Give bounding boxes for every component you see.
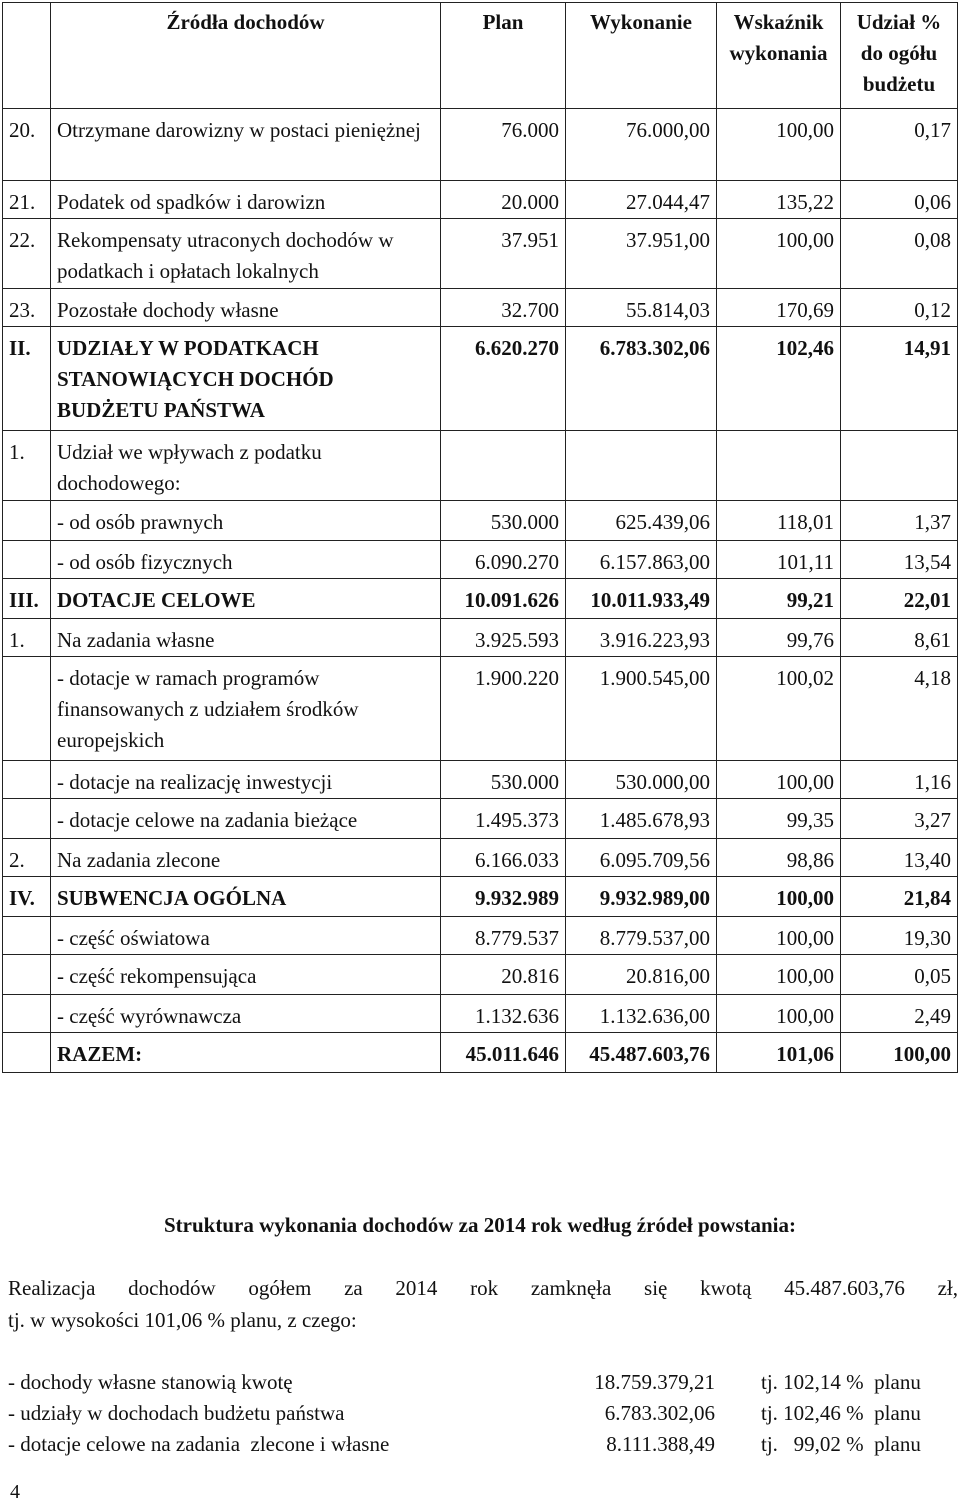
summary-row (8, 1429, 958, 1460)
row-source-name: SUBWENCJA OGÓLNA (51, 877, 441, 917)
row-number: II. (3, 327, 51, 431)
row-share: 0,08 (841, 219, 958, 289)
summary-paragraph (8, 1272, 958, 1336)
row-number (3, 761, 51, 799)
table-row (3, 955, 958, 995)
row-ratio: 118,01 (717, 501, 841, 541)
row-share: 1,16 (841, 761, 958, 799)
row-number: III. (3, 579, 51, 619)
row-execution (566, 431, 717, 501)
row-execution: 1.132.636,00 (566, 995, 717, 1033)
summary-row (8, 1367, 958, 1398)
row-plan: 20.816 (441, 955, 566, 995)
row-source-name: Pozostałe dochody własne (51, 289, 441, 327)
summary-label: - dochody własne stanowią kwotę (8, 1370, 293, 1394)
row-plan: 76.000 (441, 109, 566, 181)
row-share (841, 431, 958, 501)
income-table (2, 2, 958, 1073)
table-row (3, 799, 958, 839)
table-row (3, 289, 958, 327)
row-ratio: 99,35 (717, 799, 841, 839)
row-execution: 625.439,06 (566, 501, 717, 541)
table-row (3, 877, 958, 917)
table-row (3, 995, 958, 1033)
row-plan: 3.925.593 (441, 619, 566, 657)
row-execution: 20.816,00 (566, 955, 717, 995)
summary-percent: tj. 99,02 % planu (761, 1432, 921, 1456)
table-row (3, 109, 958, 181)
row-execution: 1.485.678,93 (566, 799, 717, 839)
row-source-name: - część wyrównawcza (51, 995, 441, 1033)
row-plan: 530.000 (441, 761, 566, 799)
row-plan: 1.132.636 (441, 995, 566, 1033)
row-plan: 32.700 (441, 289, 566, 327)
row-source-name: - dotacje na realizację inwestycji (51, 761, 441, 799)
row-ratio: 99,76 (717, 619, 841, 657)
row-share: 2,49 (841, 995, 958, 1033)
row-source-name: - część rekompensująca (51, 955, 441, 995)
table-row (3, 181, 958, 219)
row-source-name: Otrzymane darowizny w postaci pieniężnej (51, 109, 441, 181)
header-execution: Wykonanie (566, 3, 717, 109)
row-ratio: 100,00 (717, 877, 841, 917)
row-plan: 6.620.270 (441, 327, 566, 431)
row-source-name: UDZIAŁY W PODATKACH STANOWIĄCYCH DOCHÓD BUDŻETU PAŃSTWA (51, 327, 441, 431)
header-nr (3, 3, 51, 109)
row-ratio: 100,00 (717, 761, 841, 799)
row-share: 0,05 (841, 955, 958, 995)
row-ratio: 135,22 (717, 181, 841, 219)
row-execution: 27.044,47 (566, 181, 717, 219)
header-ratio: Wskaźnik wykonania (717, 3, 841, 109)
table-body (3, 109, 958, 1073)
table-row (3, 579, 958, 619)
section-title: Struktura wykonania dochodów za 2014 rok według źródeł powstania: (163, 1213, 797, 1237)
row-number (3, 995, 51, 1033)
row-share: 13,40 (841, 839, 958, 877)
row-ratio: 101,06 (717, 1033, 841, 1073)
row-execution: 9.932.989,00 (566, 877, 717, 917)
table-header-row (3, 3, 958, 109)
row-source-name: RAZEM: (51, 1033, 441, 1073)
row-plan: 37.951 (441, 219, 566, 289)
row-number: 23. (3, 289, 51, 327)
row-execution: 76.000,00 (566, 109, 717, 181)
row-share: 22,01 (841, 579, 958, 619)
row-number: 1. (3, 619, 51, 657)
row-ratio: 100,00 (717, 955, 841, 995)
row-source-name: Podatek od spadków i darowizn (51, 181, 441, 219)
row-share: 0,12 (841, 289, 958, 327)
row-number (3, 799, 51, 839)
row-ratio: 170,69 (717, 289, 841, 327)
row-share: 100,00 (841, 1033, 958, 1073)
paragraph-line-2: tj. w wysokości 101,06 % planu, z czego: (8, 1308, 357, 1332)
row-execution: 1.900.545,00 (566, 657, 717, 761)
row-number: 1. (3, 431, 51, 501)
row-source-name: Rekompensaty utraconych dochodów w podatkach i opłatach lokalnych (51, 219, 441, 289)
table-row (3, 761, 958, 799)
row-source-name: Na zadania własne (51, 619, 441, 657)
row-execution: 8.779.537,00 (566, 917, 717, 955)
row-execution: 3.916.223,93 (566, 619, 717, 657)
row-source-name: Na zadania zlecone (51, 839, 441, 877)
row-plan: 6.090.270 (441, 541, 566, 579)
row-source-name: Udział we wpływach z podatku dochodowego: (51, 431, 441, 501)
row-execution: 6.783.302,06 (566, 327, 717, 431)
row-ratio: 100,00 (717, 219, 841, 289)
summary-amount: 8.111.388,49 (606, 1432, 715, 1456)
row-source-name: - część oświatowa (51, 917, 441, 955)
row-plan: 530.000 (441, 501, 566, 541)
row-ratio: 100,02 (717, 657, 841, 761)
row-ratio: 102,46 (717, 327, 841, 431)
row-plan (441, 431, 566, 501)
row-number (3, 1033, 51, 1073)
table-row (3, 657, 958, 761)
row-number: 21. (3, 181, 51, 219)
row-plan: 10.091.626 (441, 579, 566, 619)
table-row (3, 501, 958, 541)
row-plan: 9.932.989 (441, 877, 566, 917)
row-execution: 6.095.709,56 (566, 839, 717, 877)
row-share: 19,30 (841, 917, 958, 955)
row-number: IV. (3, 877, 51, 917)
row-plan: 20.000 (441, 181, 566, 219)
row-ratio: 101,11 (717, 541, 841, 579)
row-ratio: 99,21 (717, 579, 841, 619)
row-source-name: - dotacje w ramach programów finansowanych z udziałem środków europejskich (51, 657, 441, 761)
row-ratio: 98,86 (717, 839, 841, 877)
row-number: 22. (3, 219, 51, 289)
row-execution: 55.814,03 (566, 289, 717, 327)
row-number (3, 955, 51, 995)
row-execution: 6.157.863,00 (566, 541, 717, 579)
summary-list (8, 1367, 958, 1460)
row-plan: 8.779.537 (441, 917, 566, 955)
header-plan: Plan (441, 3, 566, 109)
row-share: 8,61 (841, 619, 958, 657)
table-row (3, 219, 958, 289)
row-source-name: - od osób fizycznych (51, 541, 441, 579)
row-source-name: DOTACJE CELOWE (51, 579, 441, 619)
table-row (3, 431, 958, 501)
row-share: 3,27 (841, 799, 958, 839)
row-plan: 1.495.373 (441, 799, 566, 839)
row-share: 0,17 (841, 109, 958, 181)
row-execution: 37.951,00 (566, 219, 717, 289)
header-share: Udział % do ogółu budżetu (841, 3, 958, 109)
row-share: 21,84 (841, 877, 958, 917)
summary-label: - dotacje celowe na zadania zlecone i własne (8, 1432, 390, 1456)
summary-row (8, 1398, 958, 1429)
table-row (3, 327, 958, 431)
row-plan: 6.166.033 (441, 839, 566, 877)
row-ratio: 100,00 (717, 109, 841, 181)
row-plan: 45.011.646 (441, 1033, 566, 1073)
row-execution: 45.487.603,76 (566, 1033, 717, 1073)
row-number (3, 501, 51, 541)
row-share: 14,91 (841, 327, 958, 431)
row-share: 13,54 (841, 541, 958, 579)
row-number (3, 541, 51, 579)
row-number (3, 917, 51, 955)
summary-percent: tj. 102,46 % planu (761, 1401, 921, 1425)
summary-amount: 6.783.302,06 (604, 1401, 715, 1425)
row-execution: 530.000,00 (566, 761, 717, 799)
row-number: 20. (3, 109, 51, 181)
paragraph-line-1: Realizacja dochodów ogółem za 2014 rok zamknęła się kwotą 45.487.603,76 zł, (8, 1276, 958, 1300)
row-number: 2. (3, 839, 51, 877)
table-row (3, 839, 958, 877)
summary-label: - udziały w dochodach budżetu państwa (8, 1401, 345, 1425)
header-source: Źródła dochodów (51, 3, 441, 109)
row-ratio: 100,00 (717, 917, 841, 955)
row-plan: 1.900.220 (441, 657, 566, 761)
row-share: 1,37 (841, 501, 958, 541)
row-execution: 10.011.933,49 (566, 579, 717, 619)
row-source-name: - od osób prawnych (51, 501, 441, 541)
table-row (3, 1033, 958, 1073)
row-share: 0,06 (841, 181, 958, 219)
row-source-name: - dotacje celowe na zadania bieżące (51, 799, 441, 839)
summary-percent: tj. 102,14 % planu (761, 1370, 921, 1394)
table-row (3, 541, 958, 579)
row-ratio: 100,00 (717, 995, 841, 1033)
summary-amount: 18.759.379,21 (594, 1370, 715, 1394)
table-row (3, 619, 958, 657)
row-ratio (717, 431, 841, 501)
table-row (3, 917, 958, 955)
row-number (3, 657, 51, 761)
page-number: 4 (10, 1481, 20, 1503)
row-share: 4,18 (841, 657, 958, 761)
